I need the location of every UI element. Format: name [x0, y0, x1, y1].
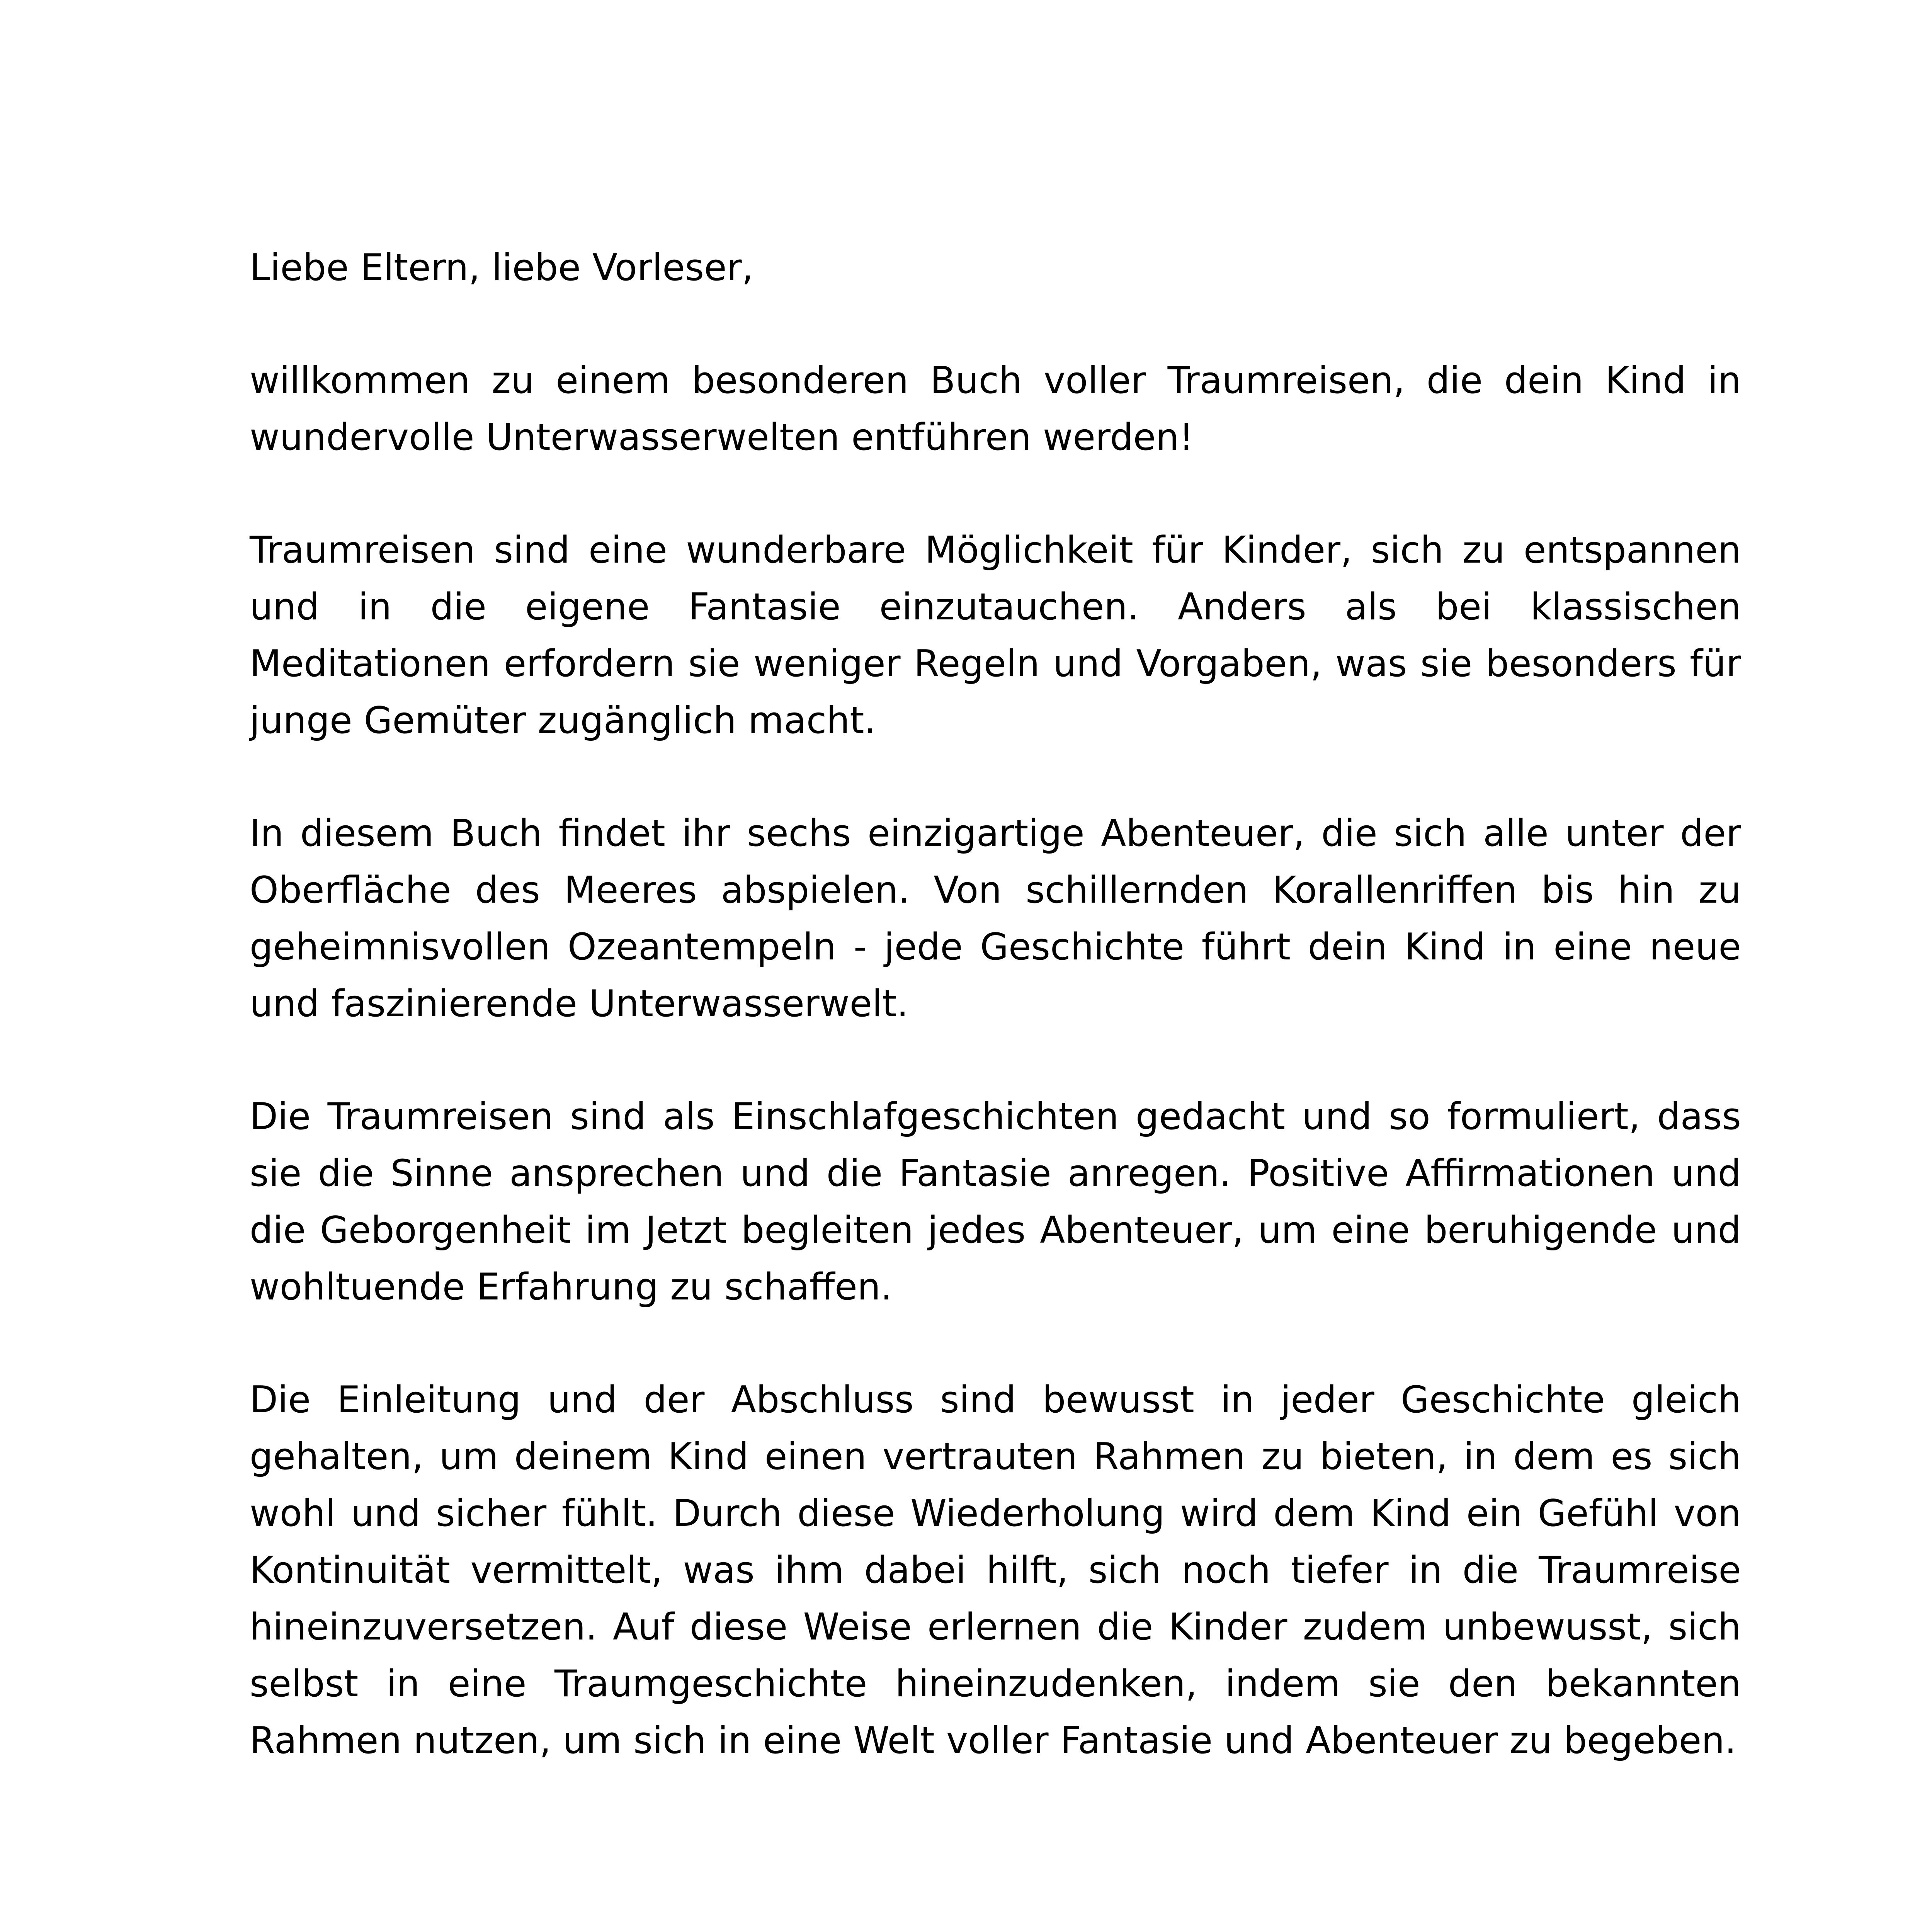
paragraph-structure: Die Einleitung und der Abschluss sind bewusst in jeder Geschichte gleich gehalten, um deinem Kind einen vertrauten Rahmen zu bieten, in dem es sich wohl und sicher fühlt. Durch diese Wiederholung wird dem Kind ein Gefühl von Kontinuität vermittelt, was ihm dabei hilft, sich noch tiefer in die Traumreise hineinzuversetzen. Auf diese Weise erlernen die Kinder zudem unbewusst, sich selbst in eine Traumgeschichte hineinzudenken, indem sie den bekannten Rahmen nutzen, um sich in eine Welt voller Fantasie und Abenteuer zu begeben.: [250, 1379, 1741, 1762]
paragraph-welcome: willkommen zu einem besonderen Buch voller Traumreisen, die dein Kind in wundervolle Unterwasserwelten entführen werden!: [250, 359, 1741, 459]
salutation: Liebe Eltern, liebe Vorleser,: [250, 247, 753, 289]
paragraph-adventures: In diesem Buch findet ihr sechs einzigartige Abenteuer, die sich alle unter der Oberfläche des Meeres abspielen. Von schillernden Korallenriffen bis hin zu geheimnisvollen Ozeantempeln - jede Geschichte führt dein Kind in eine neue und faszinierende Unterwasserwelt.: [250, 812, 1741, 1025]
letter-body: [250, 240, 1741, 1769]
paragraph-dream-journeys: Traumreisen sind eine wunderbare Möglichkeit für Kinder, sich zu entspannen und in die eigene Fantasie einzutauchen. Anders als bei klassischen Meditationen erfordern sie weniger Regeln und Vorgaben, was sie besonders für junge Gemüter zugänglich macht.: [250, 529, 1741, 742]
paragraph-bedtime-stories: Die Traumreisen sind als Einschlafgeschichten gedacht und so formuliert, dass sie die Sinne ansprechen und die Fantasie anregen. Positive Affirmationen und die Geborgenheit im Jetzt begleiten jedes Abenteuer, um eine beruhigende und wohltuende Erfahrung zu schaffen.: [250, 1095, 1741, 1308]
